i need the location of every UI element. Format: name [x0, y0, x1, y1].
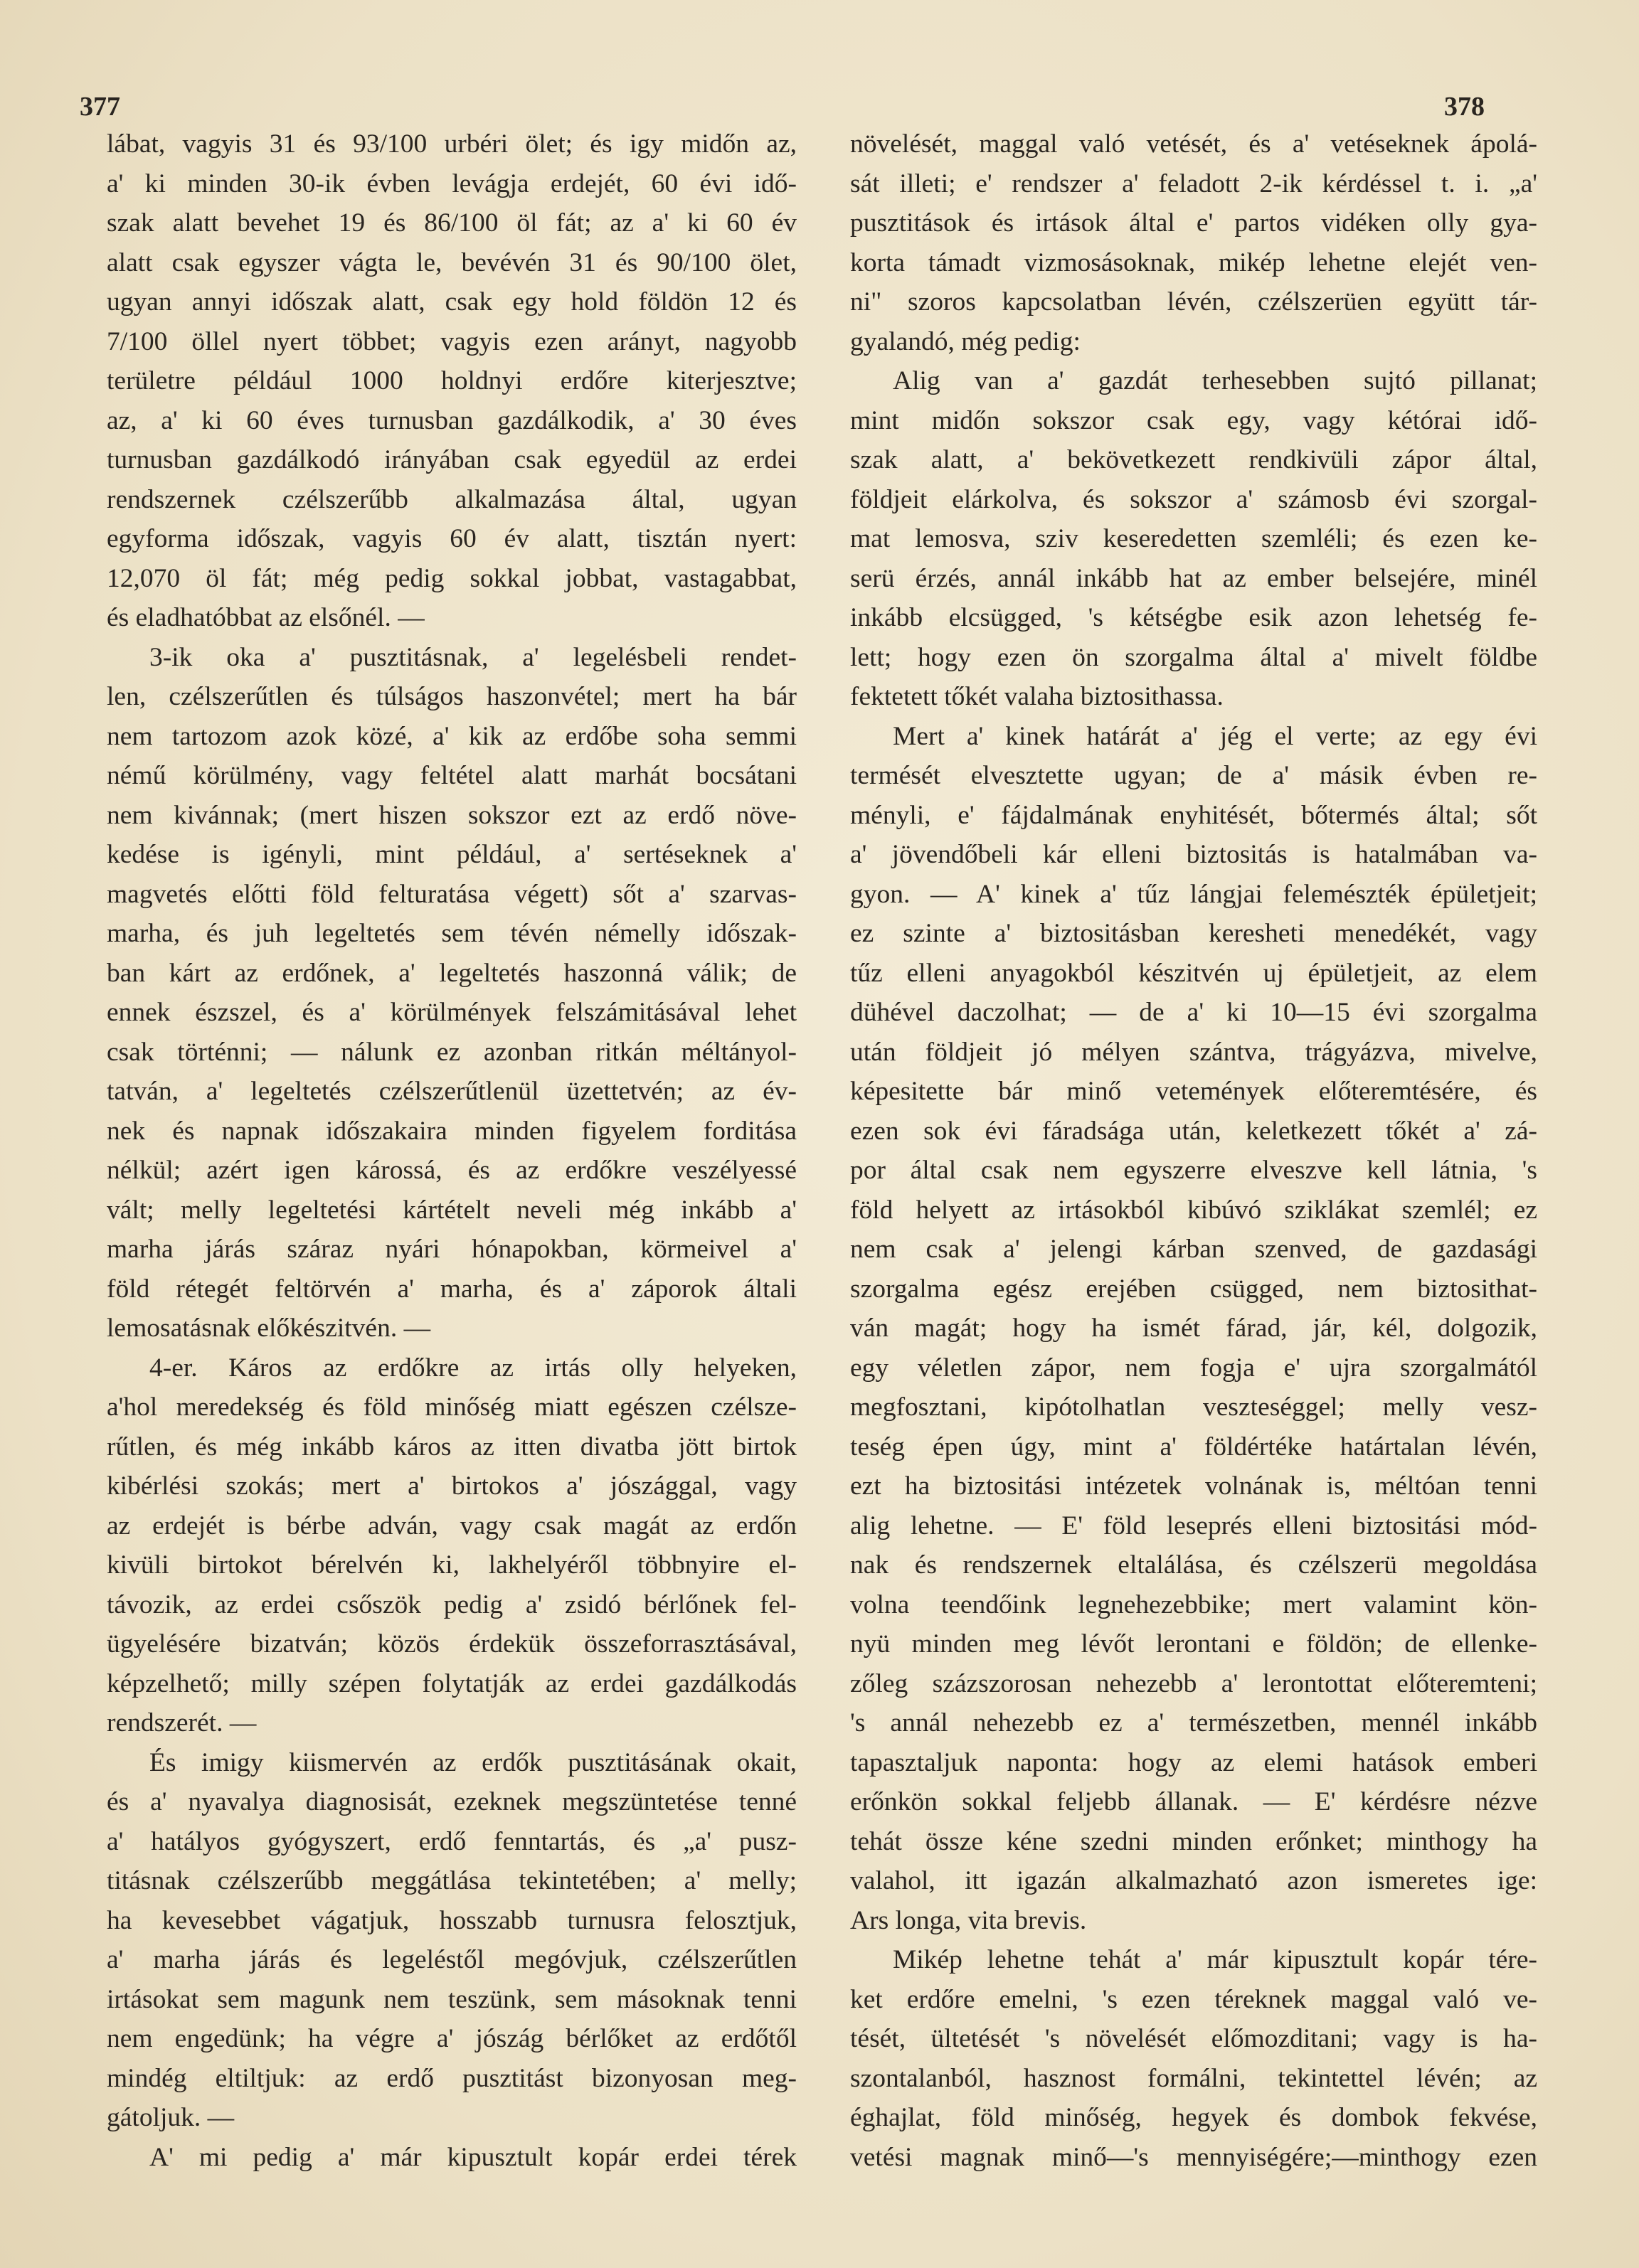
text-line: némű körülmény, vagy feltétel alatt marhát bocsátani [107, 761, 797, 790]
text-line: ban kárt az erdőnek, a' legeltetés haszonná válik; de [107, 958, 797, 988]
text-line: földjeit elárkolva, és sokszor a' számosb évi szorgal- [850, 484, 1537, 514]
text-line: a'hol meredekség és föld minőség miatt egészen czélsze- [107, 1393, 797, 1422]
text-line: rűtlen, és még inkább káros az itten divatba jött birtok [107, 1432, 797, 1462]
text-line: nem tartozom azok közé, a' kik az erdőbe soha semmi [107, 721, 797, 751]
text-line: megfosztani, kipótolhatlan veszteséggel; melly vesz- [850, 1393, 1537, 1422]
text-line: növelését, maggal való vetését, és a' vetéseknek ápolá- [850, 129, 1537, 159]
text-line: És imigy kiismervén az erdők pusztitásának okait, [149, 1747, 797, 1777]
text-line: ket erdőre emelni, 's ezen téreknek maggal való ve- [850, 1984, 1537, 2014]
text-line: tatván, a' legeltetés czélszerűtlenül üzettetvén; az év- [107, 1077, 797, 1106]
text-line: 4-er. Káros az erdőkre az irtás olly helyeken, [149, 1353, 797, 1383]
text-line: serü érzés, annál inkább hat az ember belsejére, minél [850, 563, 1537, 593]
text-line: nem csak a' jelengi kárban szenved, de gazdasági [850, 1235, 1537, 1264]
text-line: por által csak nem egyszerre elveszve kell látnia, 's [850, 1156, 1537, 1185]
text-line: lemosatásnak előkészitvén. — [107, 1314, 431, 1343]
text-line: termését elvesztette ugyan; de a' másik évben re- [850, 761, 1537, 790]
text-line: egy véletlen zápor, nem fogja e' ujra szorgalmától [850, 1353, 1537, 1383]
text-line: 12,070 öl fát; még pedig sokkal jobbat, vastagabbat, [107, 563, 797, 593]
text-line: ván magát; hogy ha ismét fárad, jár, kél, dolgozik, [850, 1314, 1537, 1343]
text-line: mat lemosva, sziv keseredetten szemléli; és ezen ke- [850, 524, 1537, 553]
text-line: inkább elcsügged, 's kétségbe esik azon lehetség fe- [850, 603, 1537, 632]
text-line: a' hatályos gyógyszert, erdő fenntartás, és „a' pusz- [107, 1826, 797, 1856]
text-line: vált; melly legeltetési kártételt neveli még inkább a' [107, 1195, 797, 1225]
text-line: Mert a' kinek határát a' jég el verte; az egy évi [893, 721, 1537, 751]
text-line: 3-ik oka a' pusztitásnak, a' legelésbeli rendet- [149, 642, 797, 672]
page-gutter [811, 0, 812, 2268]
text-line: ni" szoros kapcsolatban lévén, czélszerüen együtt tár- [850, 287, 1537, 316]
text-line: Ars longa, vita brevis. [850, 1905, 1087, 1935]
text-line: a' marha járás és legeléstől megóvjuk, czélszerűtlen [107, 1945, 797, 1974]
text-line: Alig van a' gazdát terhesebben sujtó pillanat; [893, 366, 1537, 395]
text-line: nek és napnak időszakaira minden figyelem forditása [107, 1116, 797, 1146]
text-line: rendszerét. — [107, 1708, 257, 1737]
text-line: lett; hogy ezen ön szorgalma által a' mivelt földbe [850, 642, 1537, 672]
text-line: egyforma időszak, vagyis 60 év alatt, tisztán nyert: [107, 524, 797, 553]
text-line: az erdejét is bérbe adván, vagy csak magát az erdőn [107, 1511, 797, 1540]
text-line: titásnak czélszerűbb meggátlása tekintetében; a' melly; [107, 1866, 797, 1895]
text-line: ha kevesebbet vágatjuk, hosszabb turnusra felosztjuk, [107, 1905, 797, 1935]
text-line: ugyan annyi időszak alatt, csak egy hold földön 12 és [107, 287, 797, 316]
text-line: távozik, az erdei csőszök pedig a' zsidó bérlőnek fel- [107, 1590, 797, 1619]
text-line: erőnkön sokkal feljebb állanak. — E' kérdésre nézve [850, 1787, 1537, 1816]
text-line: turnusban gazdálkodó irányában csak egyedül az erdei [107, 445, 797, 474]
text-line: korta támadt vizmosásoknak, mikép lehetne elejét ven- [850, 247, 1537, 277]
text-line: tehát össze kéne szedni minden erőnket; minthogy ha [850, 1826, 1537, 1856]
text-line: 7/100 öllel nyert többet; vagyis ezen arányt, nagyobb [107, 326, 797, 356]
text-line: fektetett tőkét valaha biztosithassa. [850, 682, 1224, 711]
text-line: föld helyett az irtásokból kibúvó sziklákat szemlél; ez [850, 1195, 1537, 1225]
text-line: gyalandó, még pedig: [850, 326, 1081, 356]
text-line: mint midőn sokszor csak egy, vagy kétórai idő- [850, 405, 1537, 435]
text-line: nélkül; azért igen károssá, és az erdőkre veszélyessé [107, 1156, 797, 1185]
text-line: ezt ha biztositási intézetek volnának is, méltóan tenni [850, 1471, 1537, 1501]
text-line: magvetés előtti föld felturatása végett) sőt a' szarvas- [107, 879, 797, 909]
text-line: len, czélszerűtlen és túlságos haszonvétel; mert ha bár [107, 682, 797, 711]
text-line: szontalanból, hasznost formálni, tekintettel lévén; az [850, 2063, 1537, 2093]
text-line: irtásokat sem magunk nem teszünk, sem másoknak tenni [107, 1984, 797, 2014]
text-line: képesitette bár minő vetemények előteremtésére, és [850, 1077, 1537, 1106]
text-line: alatt csak egyszer vágta le, bevévén 31 és 90/100 ölet, [107, 247, 797, 277]
text-line: szak alatt bevehet 19 és 86/100 öl fát; az a' ki 60 év [107, 208, 797, 238]
text-line: tűz elleni anyagokból készitvén uj épületjeit, az elem [850, 958, 1537, 988]
text-line: gyon. — A' kinek a' tűz lángjai felemészték épületjeit; [850, 879, 1537, 909]
text-line: területre például 1000 holdnyi erdőre kiterjesztve; [107, 366, 797, 395]
text-line: éghajlat, föld minőség, hegyek és dombok fekvése, [850, 2103, 1537, 2132]
text-line: marha járás száraz nyári hónapokban, körmeivel a' [107, 1235, 797, 1264]
text-line: ményli, e' fájdalmának enyhitését, bőtermés által; sőt [850, 800, 1537, 830]
text-line: a' ki minden 30-ik évben levágja erdejét, 60 évi idő- [107, 169, 797, 198]
text-line: Mikép lehetne tehát a' már kipusztult kopár tére- [893, 1945, 1537, 1974]
text-line: szak alatt, a' bekövetkezett rendkivüli zápor által, [850, 445, 1537, 474]
text-line: kibérlési szokás; mert a' birtokos a' jószággal, vagy [107, 1471, 797, 1501]
text-line: kedése is igényli, mint például, a' sertéseknek a' [107, 840, 797, 869]
left-text-column [107, 124, 797, 2177]
text-line: szorgalma egész erejében csügged, nem biztosithat- [850, 1274, 1537, 1304]
text-line: gátoljuk. — [107, 2103, 235, 2132]
text-line: lábat, vagyis 31 és 93/100 urbéri ölet; és igy midőn az, [107, 129, 797, 159]
text-line: volna teendőink legnehezebbike; mert valamint kön- [850, 1590, 1537, 1619]
text-line: dühével daczolhat; — de a' ki 10—15 évi szorgalma [850, 998, 1537, 1027]
text-line: nyü minden meg lévőt lerontani e földön; de ellenke- [850, 1629, 1537, 1659]
text-line: kivüli birtokot bérelvén ki, lakhelyéről többnyire el- [107, 1550, 797, 1580]
text-line: és a' nyavalya diagnosisát, ezeknek megszüntetése tenné [107, 1787, 797, 1816]
text-line: pusztitások és irtások által e' partos vidéken olly gya- [850, 208, 1537, 238]
text-line: ügyelésére bizatván; közös érdekük összeforrasztásával, [107, 1629, 797, 1659]
text-line: nem kivánnak; (mert hiszen sokszor ezt az erdő növe- [107, 800, 797, 830]
text-line: teség épen úgy, mint a' földértéke határtalan lévén, [850, 1432, 1537, 1462]
text-line: föld rétegét feltörvén a' marha, és a' záporok általi [107, 1274, 797, 1304]
text-line: képzelhető; milly szépen folytatják az erdei gazdálkodás [107, 1668, 797, 1698]
text-line: csak történni; — nálunk ez azonban ritkán méltányol- [107, 1037, 797, 1067]
right-text-column [850, 124, 1537, 2177]
text-line: zőleg százszorosan nehezebb a' lerontottat előteremteni; [850, 1668, 1537, 1698]
text-line: nem engedünk; ha végre a' jószág bérlőket az erdőtől [107, 2024, 797, 2053]
text-line: és eladhatóbbat az elsőnél. — [107, 603, 425, 632]
text-line: mindég eltiltjuk: az erdő pusztitást bizonyosan meg- [107, 2063, 797, 2093]
text-line: tését, ültetését 's növelését előmozditani; vagy is ha- [850, 2024, 1537, 2053]
text-line: tapasztaljuk naponta: hogy az elemi hatások emberi [850, 1747, 1537, 1777]
text-line: az, a' ki 60 éves turnusban gazdálkodik, a' 30 éves [107, 405, 797, 435]
text-line: a' jövendőbeli kár elleni biztositás is hatalmában va- [850, 840, 1537, 869]
page-number-left: 377 [80, 92, 120, 122]
text-line: alig lehetne. — E' föld leseprés elleni biztositási mód- [850, 1511, 1537, 1540]
text-line: nak és rendszernek eltalálása, és czélszerü megoldása [850, 1550, 1537, 1580]
text-line: után földjeit jó mélyen szántva, trágyázva, mivelve, [850, 1037, 1537, 1067]
text-line: valahol, itt igazán alkalmazható azon ismeretes ige: [850, 1866, 1537, 1895]
text-line: vetési magnak minő—'s mennyiségére;—minthogy ezen [850, 2142, 1537, 2172]
text-line: ezen sok évi fáradsága után, keletkezett tőkét a' zá- [850, 1116, 1537, 1146]
text-line: marha, és juh legeltetés sem tévén némelly időszak- [107, 919, 797, 948]
text-line: sát illeti; e' rendszer a' feladott 2-ik kérdéssel t. i. „a' [850, 169, 1537, 198]
text-line: ez szinte a' biztositásban keresheti menedékét, vagy [850, 919, 1537, 948]
text-line: A' mi pedig a' már kipusztult kopár erdei térek [149, 2142, 797, 2172]
text-line: 's annál nehezebb ez a' természetben, mennél inkább [850, 1708, 1537, 1737]
page-number-right: 378 [1444, 92, 1485, 122]
text-line: ennek észszel, és a' körülmények felszámitásával lehet [107, 998, 797, 1027]
text-line: rendszernek czélszerűbb alkalmazása által, ugyan [107, 484, 797, 514]
